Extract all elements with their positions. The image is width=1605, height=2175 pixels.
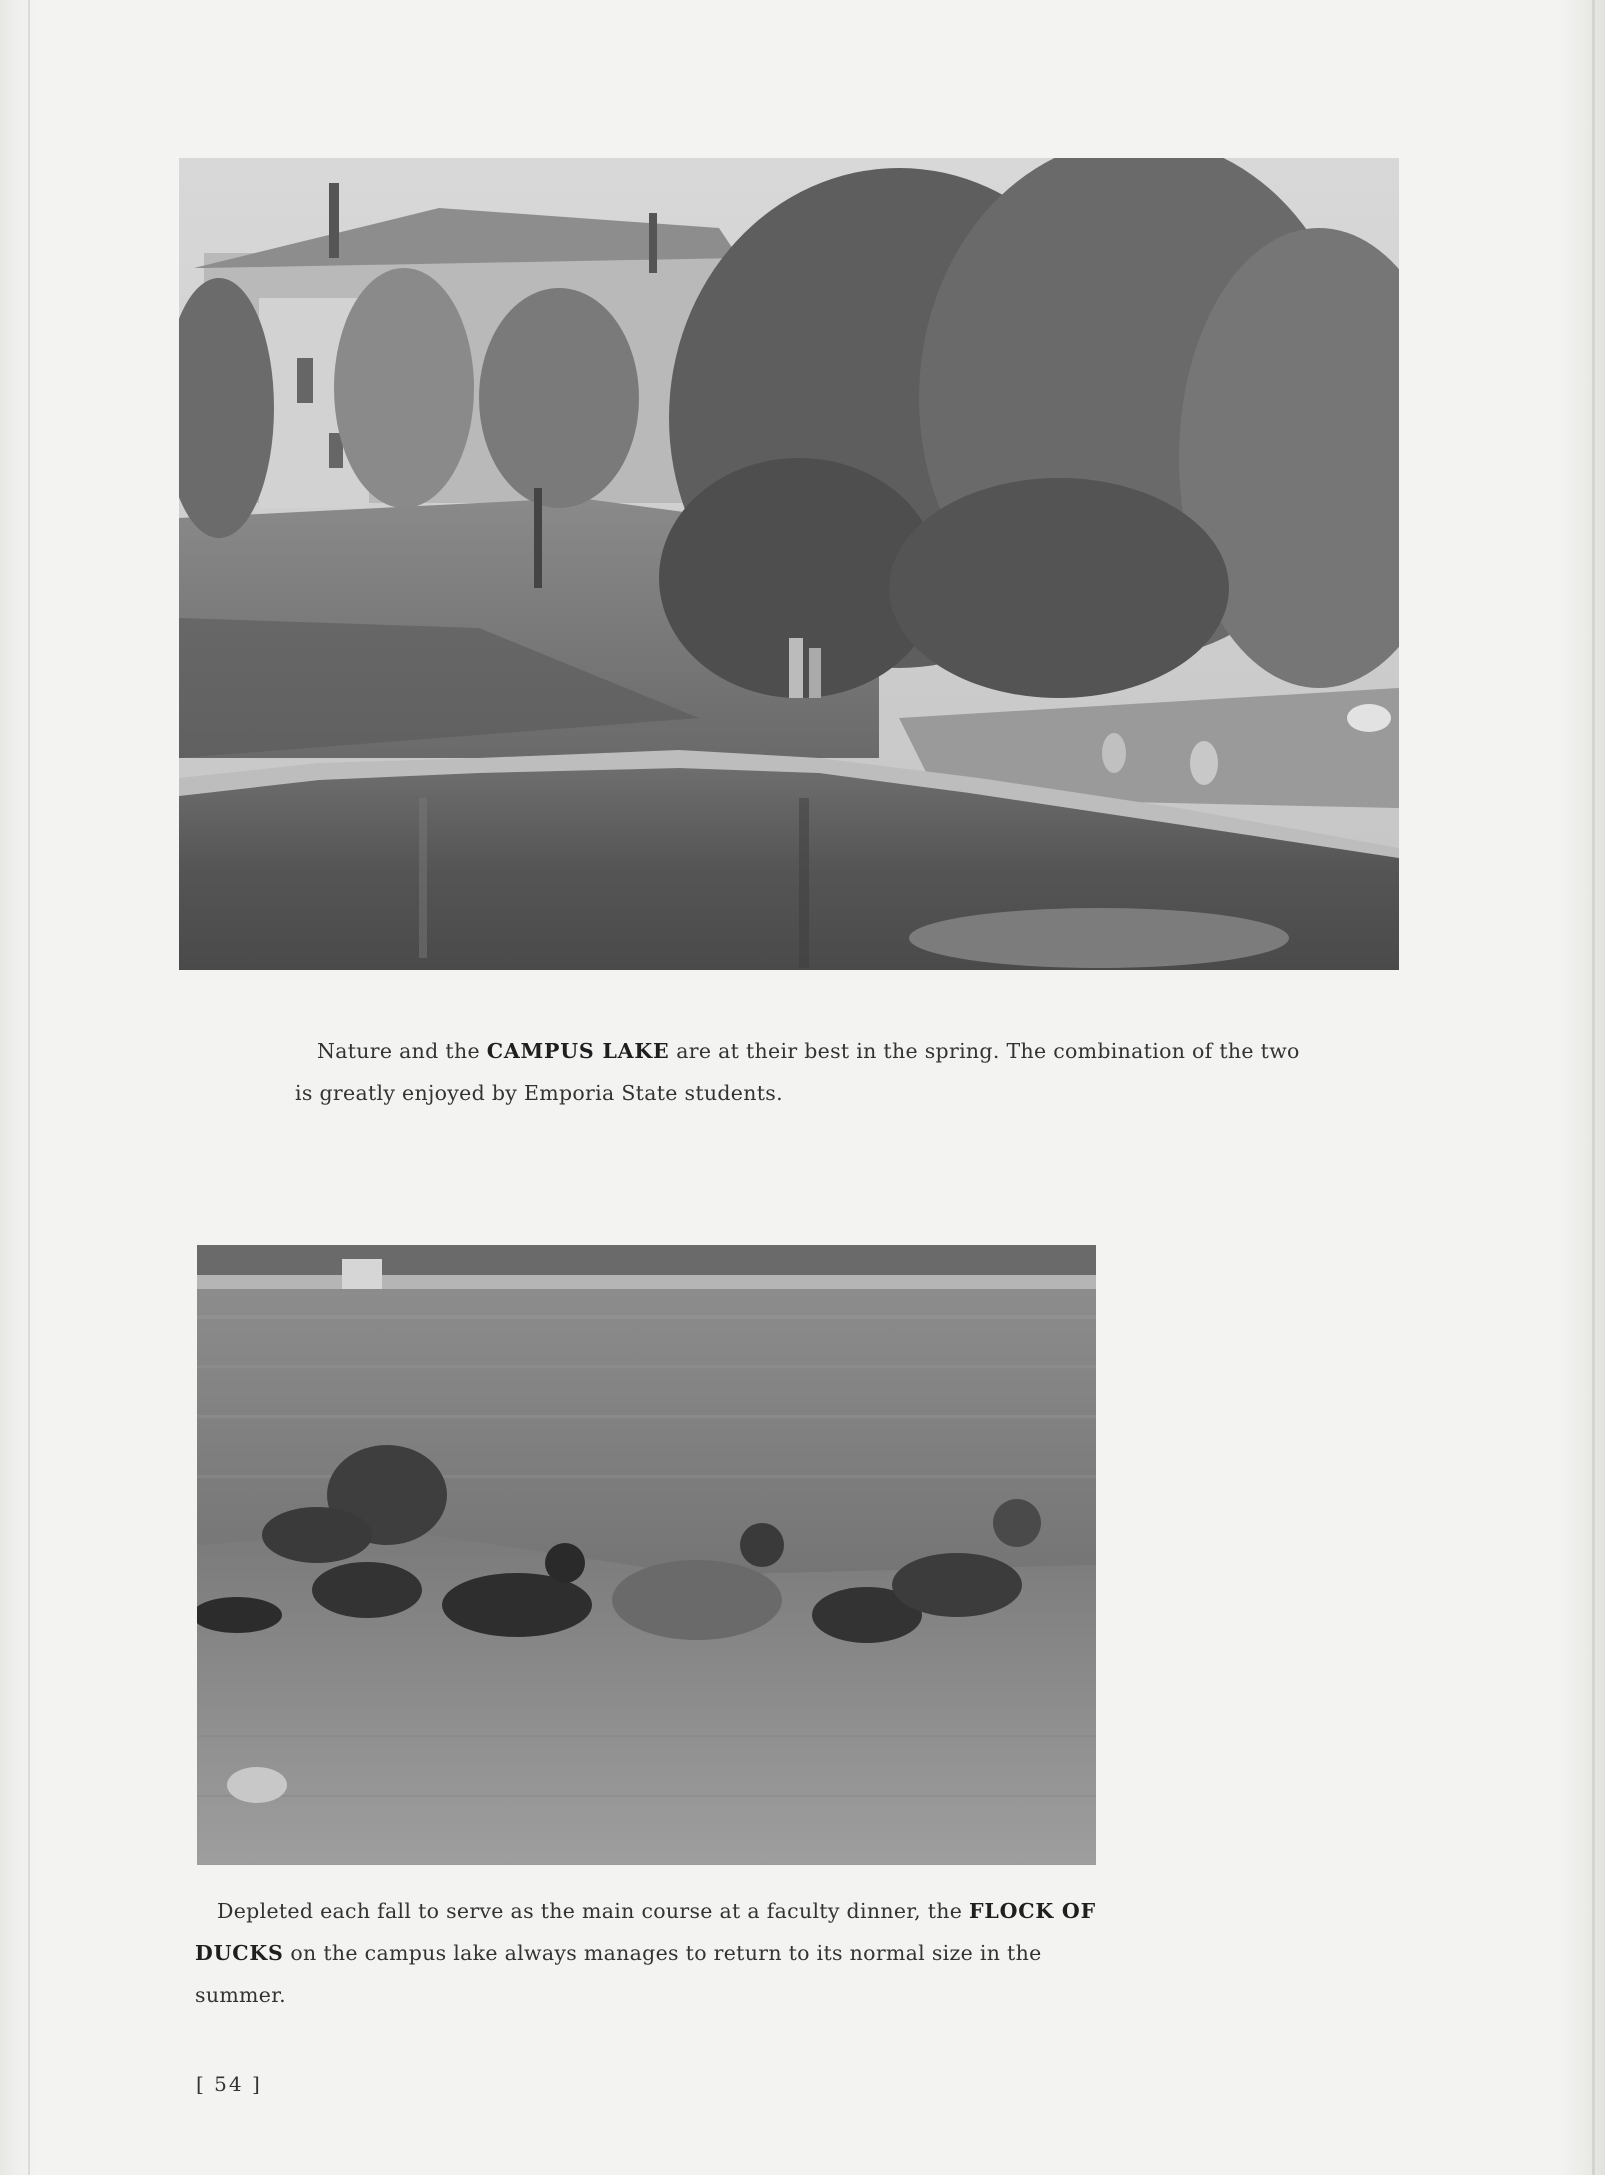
caption-ducks-text-1: Depleted each fall to serve as the main course at a faculty dinner, the — [217, 1899, 970, 1923]
caption-lake-text-1: Nature and the — [317, 1039, 487, 1063]
page-number: [ 54 ] — [196, 2072, 262, 2096]
flock-of-ducks-photo — [197, 1245, 1096, 1865]
campus-lake-caption — [295, 1030, 1315, 1114]
caption-ducks-text-2: on the campus lake always manages to return to its normal size in the summer. — [195, 1941, 1042, 2007]
page-right-edge — [1592, 0, 1595, 2175]
page-binding-edge — [28, 0, 30, 2175]
caption-lake-text-2: are at their best in the spring. The combination of the two is greatly enjoyed by Emporia State students. — [295, 1039, 1300, 1105]
campus-lake-photo — [179, 158, 1399, 970]
caption-lake-bold: CAMPUS LAKE — [486, 1039, 670, 1063]
flock-of-ducks-caption — [195, 1890, 1105, 2016]
caption-ducks-bold: FLOCK OF DUCKS — [195, 1899, 1096, 1965]
